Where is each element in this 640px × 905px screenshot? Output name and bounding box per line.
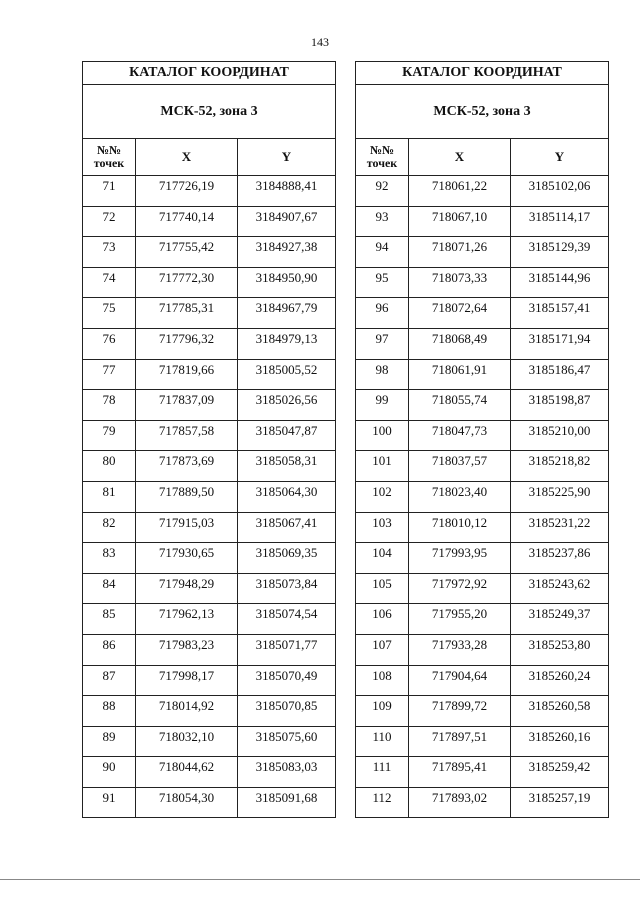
point-number-cell: 80 — [83, 451, 136, 482]
x-coordinate-cell: 717740,14 — [136, 206, 238, 237]
y-coordinate-cell: 3185249,37 — [511, 604, 609, 635]
y-coordinate-cell: 3185218,82 — [511, 451, 609, 482]
column-header-x: X — [409, 139, 511, 176]
y-coordinate-cell: 3185047,87 — [238, 420, 336, 451]
header-row — [356, 139, 609, 176]
table-row — [83, 726, 336, 757]
point-number-cell: 74 — [83, 267, 136, 298]
table-row — [83, 390, 336, 421]
y-coordinate-cell: 3185075,60 — [238, 726, 336, 757]
x-coordinate-cell: 717904,64 — [409, 665, 511, 696]
y-coordinate-cell: 3185102,06 — [511, 176, 609, 207]
column-header-x: X — [136, 139, 238, 176]
point-number-cell: 109 — [356, 696, 409, 727]
x-coordinate-cell: 717962,13 — [136, 604, 238, 635]
x-coordinate-cell: 718072,64 — [409, 298, 511, 329]
point-number-cell: 83 — [83, 543, 136, 574]
table-row — [83, 757, 336, 788]
column-header-y: Y — [511, 139, 609, 176]
x-coordinate-cell: 717972,92 — [409, 573, 511, 604]
x-coordinate-cell: 718067,10 — [409, 206, 511, 237]
x-coordinate-cell: 717915,03 — [136, 512, 238, 543]
point-number-cell: 86 — [83, 634, 136, 665]
x-coordinate-cell: 718071,26 — [409, 237, 511, 268]
table-row — [356, 696, 609, 727]
point-number-cell: 78 — [83, 390, 136, 421]
y-coordinate-cell: 3184979,13 — [238, 328, 336, 359]
point-number-cell: 71 — [83, 176, 136, 207]
y-coordinate-cell: 3185253,80 — [511, 634, 609, 665]
point-number-cell: 112 — [356, 787, 409, 818]
point-number-cell: 108 — [356, 665, 409, 696]
catalog-title: КАТАЛОГ КООРДИНАТ — [83, 62, 336, 85]
catalog-rows — [83, 176, 336, 818]
table-row — [83, 267, 336, 298]
table-row — [356, 665, 609, 696]
header-num-line1: №№ — [96, 143, 122, 157]
point-number-cell: 85 — [83, 604, 136, 635]
table-row — [83, 359, 336, 390]
y-coordinate-cell: 3185260,58 — [511, 696, 609, 727]
x-coordinate-cell: 717857,58 — [136, 420, 238, 451]
y-coordinate-cell: 3184967,79 — [238, 298, 336, 329]
table-row — [356, 420, 609, 451]
x-coordinate-cell: 717726,19 — [136, 176, 238, 207]
table-row — [356, 298, 609, 329]
x-coordinate-cell: 717930,65 — [136, 543, 238, 574]
point-number-cell: 88 — [83, 696, 136, 727]
point-number-cell: 79 — [83, 420, 136, 451]
point-number-cell: 96 — [356, 298, 409, 329]
y-coordinate-cell: 3184950,90 — [238, 267, 336, 298]
y-coordinate-cell: 3185091,68 — [238, 787, 336, 818]
table-row — [83, 787, 336, 818]
point-number-cell: 105 — [356, 573, 409, 604]
table-row — [83, 206, 336, 237]
x-coordinate-cell: 718073,33 — [409, 267, 511, 298]
point-number-cell: 89 — [83, 726, 136, 757]
x-coordinate-cell: 717893,02 — [409, 787, 511, 818]
table-row — [83, 543, 336, 574]
x-coordinate-cell: 718037,57 — [409, 451, 511, 482]
x-coordinate-cell: 717933,28 — [409, 634, 511, 665]
table-row — [356, 573, 609, 604]
point-number-cell: 106 — [356, 604, 409, 635]
x-coordinate-cell: 717955,20 — [409, 604, 511, 635]
point-number-cell: 100 — [356, 420, 409, 451]
point-number-cell: 101 — [356, 451, 409, 482]
table-row — [83, 237, 336, 268]
x-coordinate-cell: 717983,23 — [136, 634, 238, 665]
column-header-y: Y — [238, 139, 336, 176]
y-coordinate-cell: 3185026,56 — [238, 390, 336, 421]
point-number-cell: 94 — [356, 237, 409, 268]
x-coordinate-cell: 718061,91 — [409, 359, 511, 390]
point-number-cell: 81 — [83, 481, 136, 512]
catalog-zone: МСК-52, зона 3 — [83, 85, 336, 139]
point-number-cell: 82 — [83, 512, 136, 543]
table-row — [356, 237, 609, 268]
table-row — [83, 696, 336, 727]
table-row — [356, 726, 609, 757]
table-row — [83, 176, 336, 207]
header-num-line1: №№ — [369, 143, 395, 157]
x-coordinate-cell: 717873,69 — [136, 451, 238, 482]
x-coordinate-cell: 718055,74 — [409, 390, 511, 421]
y-coordinate-cell: 3184907,67 — [238, 206, 336, 237]
catalog-zone: МСК-52, зона 3 — [356, 85, 609, 139]
x-coordinate-cell: 718054,30 — [136, 787, 238, 818]
table-row — [83, 512, 336, 543]
point-number-cell: 99 — [356, 390, 409, 421]
point-number-cell: 73 — [83, 237, 136, 268]
header-row — [83, 139, 336, 176]
header-num-line2: точек — [93, 156, 125, 170]
table-row — [356, 787, 609, 818]
point-number-cell: 111 — [356, 757, 409, 788]
catalog-title: КАТАЛОГ КООРДИНАТ — [356, 62, 609, 85]
x-coordinate-cell: 718047,73 — [409, 420, 511, 451]
x-coordinate-cell: 717889,50 — [136, 481, 238, 512]
y-coordinate-cell: 3185257,19 — [511, 787, 609, 818]
x-coordinate-cell: 718032,10 — [136, 726, 238, 757]
table-row — [83, 665, 336, 696]
point-number-cell: 110 — [356, 726, 409, 757]
point-number-cell: 98 — [356, 359, 409, 390]
y-coordinate-cell: 3185083,03 — [238, 757, 336, 788]
y-coordinate-cell: 3184927,38 — [238, 237, 336, 268]
point-number-cell: 84 — [83, 573, 136, 604]
y-coordinate-cell: 3185243,62 — [511, 573, 609, 604]
y-coordinate-cell: 3185058,31 — [238, 451, 336, 482]
point-number-cell: 75 — [83, 298, 136, 329]
x-coordinate-cell: 717899,72 — [409, 696, 511, 727]
table-row — [356, 328, 609, 359]
x-coordinate-cell: 718014,92 — [136, 696, 238, 727]
page-number: 143 — [311, 35, 329, 49]
table-row — [356, 543, 609, 574]
y-coordinate-cell: 3185171,94 — [511, 328, 609, 359]
y-coordinate-cell: 3185237,86 — [511, 543, 609, 574]
coordinate-catalog-left — [82, 61, 336, 818]
x-coordinate-cell: 717755,42 — [136, 237, 238, 268]
point-number-cell: 77 — [83, 359, 136, 390]
table-row — [83, 420, 336, 451]
x-coordinate-cell: 718068,49 — [409, 328, 511, 359]
table-row — [83, 604, 336, 635]
x-coordinate-cell: 717948,29 — [136, 573, 238, 604]
point-number-cell: 107 — [356, 634, 409, 665]
point-number-cell: 103 — [356, 512, 409, 543]
table-row — [356, 604, 609, 635]
y-coordinate-cell: 3185070,49 — [238, 665, 336, 696]
x-coordinate-cell: 717897,51 — [409, 726, 511, 757]
point-number-cell: 72 — [83, 206, 136, 237]
table-row — [83, 481, 336, 512]
y-coordinate-cell: 3185225,90 — [511, 481, 609, 512]
table-row — [356, 176, 609, 207]
catalog-rows — [356, 176, 609, 818]
table-row — [356, 512, 609, 543]
point-number-cell: 95 — [356, 267, 409, 298]
table-row — [83, 573, 336, 604]
table-row — [83, 328, 336, 359]
y-coordinate-cell: 3185157,41 — [511, 298, 609, 329]
y-coordinate-cell: 3185129,39 — [511, 237, 609, 268]
x-coordinate-cell: 717837,09 — [136, 390, 238, 421]
header-num-line2: точек — [366, 156, 398, 170]
x-coordinate-cell: 718044,62 — [136, 757, 238, 788]
y-coordinate-cell: 3185067,41 — [238, 512, 336, 543]
table-row — [356, 481, 609, 512]
table-row — [356, 451, 609, 482]
table-row — [83, 298, 336, 329]
point-number-cell: 90 — [83, 757, 136, 788]
x-coordinate-cell: 717993,95 — [409, 543, 511, 574]
y-coordinate-cell: 3185231,22 — [511, 512, 609, 543]
page-bottom-rule — [0, 879, 640, 880]
y-coordinate-cell: 3185260,24 — [511, 665, 609, 696]
point-number-cell: 93 — [356, 206, 409, 237]
table-row — [356, 390, 609, 421]
y-coordinate-cell: 3185259,42 — [511, 757, 609, 788]
y-coordinate-cell: 3185071,77 — [238, 634, 336, 665]
x-coordinate-cell: 718061,22 — [409, 176, 511, 207]
table-row — [83, 634, 336, 665]
y-coordinate-cell: 3185070,85 — [238, 696, 336, 727]
point-number-cell: 92 — [356, 176, 409, 207]
table-row — [356, 359, 609, 390]
y-coordinate-cell: 3185064,30 — [238, 481, 336, 512]
point-number-cell: 104 — [356, 543, 409, 574]
y-coordinate-cell: 3185073,84 — [238, 573, 336, 604]
column-header-point-number — [356, 139, 409, 176]
x-coordinate-cell: 717796,32 — [136, 328, 238, 359]
coordinate-catalog-right — [355, 61, 609, 818]
y-coordinate-cell: 3184888,41 — [238, 176, 336, 207]
table-row — [83, 451, 336, 482]
point-number-cell: 76 — [83, 328, 136, 359]
table-row — [356, 206, 609, 237]
column-header-point-number — [83, 139, 136, 176]
point-number-cell: 87 — [83, 665, 136, 696]
y-coordinate-cell: 3185260,16 — [511, 726, 609, 757]
x-coordinate-cell: 717998,17 — [136, 665, 238, 696]
point-number-cell: 91 — [83, 787, 136, 818]
x-coordinate-cell: 718010,12 — [409, 512, 511, 543]
table-row — [356, 757, 609, 788]
y-coordinate-cell: 3185210,00 — [511, 420, 609, 451]
y-coordinate-cell: 3185186,47 — [511, 359, 609, 390]
point-number-cell: 102 — [356, 481, 409, 512]
point-number-cell: 97 — [356, 328, 409, 359]
table-row — [356, 267, 609, 298]
x-coordinate-cell: 717785,31 — [136, 298, 238, 329]
x-coordinate-cell: 718023,40 — [409, 481, 511, 512]
x-coordinate-cell: 717819,66 — [136, 359, 238, 390]
x-coordinate-cell: 717772,30 — [136, 267, 238, 298]
y-coordinate-cell: 3185069,35 — [238, 543, 336, 574]
y-coordinate-cell: 3185144,96 — [511, 267, 609, 298]
y-coordinate-cell: 3185074,54 — [238, 604, 336, 635]
x-coordinate-cell: 717895,41 — [409, 757, 511, 788]
y-coordinate-cell: 3185005,52 — [238, 359, 336, 390]
y-coordinate-cell: 3185114,17 — [511, 206, 609, 237]
y-coordinate-cell: 3185198,87 — [511, 390, 609, 421]
table-row — [356, 634, 609, 665]
